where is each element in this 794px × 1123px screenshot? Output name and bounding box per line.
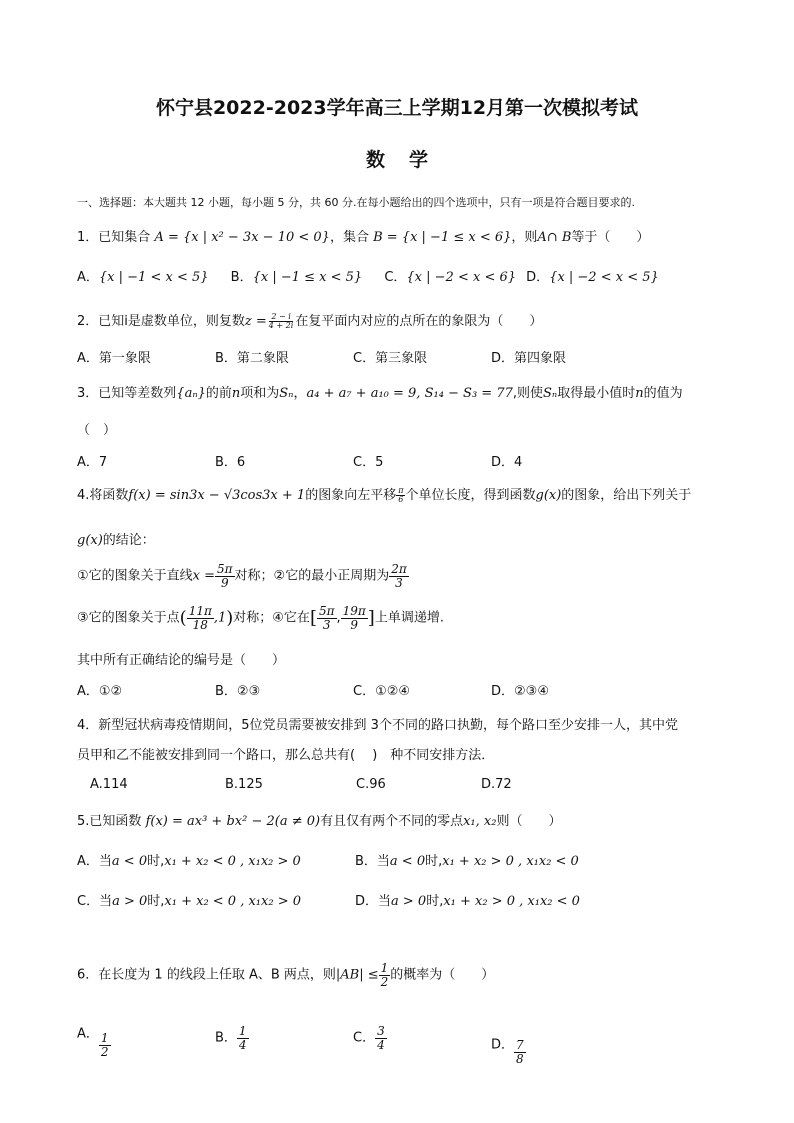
q1-options — [77, 266, 659, 285]
q4a-statement-4b: 上单调递增. — [374, 610, 444, 626]
q4a-statement-1b: 对称；②它的最小正周期为 — [234, 568, 390, 584]
q6-abs: |AB| ≤ — [335, 967, 379, 983]
q6-option-a-den: 2 — [100, 1044, 109, 1059]
q1-option-d: {x | −2 < x < 5} — [549, 270, 659, 285]
q1-text-a: 已知集合 — [98, 230, 151, 245]
q4a-statement-3-fraction — [187, 605, 214, 631]
q6-option-c-num: 3 — [377, 1024, 385, 1038]
q5-option-c-expr: x₁ + x₂ < 0 , x₁x₂ > 0 — [164, 894, 301, 909]
q4a-text-a: 将函数 — [89, 488, 129, 503]
q4b-option-d: D.72 — [481, 777, 512, 792]
q6-option-d — [491, 1025, 526, 1065]
q4a-line-2 — [77, 529, 155, 548]
q4a-s4-num-1: 5π — [318, 604, 335, 618]
q4a-s4-den-2: 9 — [350, 617, 359, 632]
q2-option-a: A．第一象限 — [77, 351, 151, 366]
q1-option-d-label: D． — [526, 270, 550, 285]
q5-option-d-expr: x₁ + x₂ > 0 , x₁x₂ < 0 — [443, 894, 580, 909]
q4a-statement-4-fraction-1 — [317, 605, 337, 631]
q5-option-b-when: 时, — [425, 854, 443, 869]
q5-option-a-when: 时, — [147, 854, 165, 869]
q5-option-a — [77, 850, 301, 869]
q2-option-d: D．第四象限 — [491, 351, 567, 366]
q4a-s3-den: 18 — [192, 617, 208, 632]
q6-text-a: 在长度为 1 的线段上任取 A、B 两点，则 — [98, 967, 336, 983]
q6-option-d-label: D． — [491, 1037, 515, 1053]
q2-frac-num: 2 − i — [271, 311, 291, 321]
q6-frac-num: 1 — [380, 961, 389, 975]
q6-option-c — [353, 1025, 387, 1051]
q4a-statement-3b: 对称；④它在 — [233, 610, 310, 626]
q6-option-a-num: 1 — [100, 1031, 109, 1045]
q4a-text-b: 的图象向左平移 — [305, 488, 397, 503]
q5-option-c-label: C．当 — [77, 894, 113, 909]
q4a-shift-num: π — [398, 485, 404, 495]
q6-number: 6． — [77, 967, 99, 983]
q1-option-c: {x | −2 < x < 6} — [406, 270, 517, 285]
q6-option-c-fraction — [375, 1025, 387, 1051]
q4a-statement-1a: ①它的图象关于直线 — [77, 568, 193, 584]
q6-fraction — [379, 962, 391, 988]
q4a-statement-2-fraction — [389, 563, 409, 589]
q5-option-d-cond: a > 0 — [391, 894, 427, 909]
q1-expr: A∩ B — [537, 230, 572, 245]
q1-option-b-label: B． — [230, 270, 253, 285]
q5-roots: x₁, x₂ — [463, 814, 497, 829]
q2-option-b: B．第二象限 — [215, 351, 289, 366]
q1-set-a: A = {x | x² − 3x − 10 < 0} — [154, 230, 330, 245]
question-6 — [77, 962, 494, 988]
q4a-number: 4. — [77, 488, 90, 503]
q4a-statement-4-fraction-2 — [341, 605, 368, 631]
q1-option-a: {x | −1 < x < 5} — [98, 270, 209, 285]
q6-option-c-den: 4 — [377, 1037, 385, 1052]
q4b-line-1: 4．新型冠状病毒疫情期间，5位党员需要被安排到 3个不同的路口执勤，每个路口至少安排一人，其中党 — [77, 718, 678, 733]
q6-option-b-fraction — [237, 1025, 249, 1051]
q3-condition: a₄ + a₇ + a₁₀ = 9, S₁₄ − S₃ = 77 — [306, 386, 513, 401]
q3-number: 3． — [77, 386, 99, 401]
question-2 — [77, 310, 542, 330]
q5-option-b-label: B．当 — [355, 854, 390, 869]
q3-seq: {aₙ} — [176, 386, 206, 401]
q4a-question: 其中所有正确结论的编号是（ ） — [77, 653, 286, 668]
q3-text-b: 的前 — [205, 386, 232, 401]
q1-option-b: {x | −1 ≤ x < 5} — [252, 270, 363, 285]
q2-option-c: C．第三象限 — [353, 351, 428, 366]
q4a-option-a: A．①② — [77, 684, 123, 699]
q4a-s3-num: 11π — [188, 604, 212, 618]
q3-text-a: 已知等差数列 — [98, 386, 177, 401]
q1-option-c-label: C． — [384, 270, 407, 285]
q3-option-a: A．7 — [77, 455, 108, 470]
q5-option-b-expr: x₁ + x₂ > 0 , x₁x₂ < 0 — [442, 854, 579, 869]
q2-frac-den: 4 + 2i — [268, 321, 294, 330]
q3-text-e: ,则使 — [512, 386, 544, 401]
q4a-statement-3a: ③它的图象关于点 — [77, 610, 180, 626]
q4b-option-b: B.125 — [225, 777, 263, 792]
q4a-text-d: 的图象，给出下列关于 — [561, 488, 692, 503]
q2-number: 2． — [77, 314, 99, 329]
q5-option-a-cond: a < 0 — [111, 854, 148, 869]
q2-fraction — [267, 313, 296, 331]
q4a-statements-1 — [77, 563, 409, 589]
q5-text-b: 有且仅有两个不同的零点 — [320, 814, 464, 829]
q3-option-c: C．5 — [353, 455, 384, 470]
q5-option-b-cond: a < 0 — [389, 854, 426, 869]
q1-text-d: 等于（ ） — [571, 230, 650, 245]
q6-option-d-num: 7 — [516, 1038, 524, 1052]
q5-option-a-expr: x₁ + x₂ < 0 , x₁x₂ > 0 — [164, 854, 301, 869]
q4a-statements-2: ③它的图象关于点( $\frac{11\pi}{18}$ ,1)对称；④它在[ $\frac{5\pi}{3}$ , $\frac{19\pi}{9}$ ]上单调递增. — [77, 604, 444, 632]
q6-frac-den: 2 — [380, 974, 389, 989]
q1-option-a-label: A． — [77, 270, 99, 285]
q4a-s1-num: 5π — [217, 562, 233, 576]
q2-z: z = — [244, 314, 267, 329]
q3-option-d: D．4 — [491, 455, 523, 470]
q4a-function: f(x) = sin3x − √3cos3x + 1 — [128, 488, 306, 503]
q1-number: 1． — [77, 230, 99, 245]
question-5 — [77, 810, 561, 829]
q4a-text-e: 的结论： — [102, 533, 155, 548]
q4b-option-a: A.114 — [90, 777, 128, 792]
q3-text-c: 项和为 — [240, 386, 280, 401]
q1-set-b: B = {x | −1 ≤ x < 6} — [373, 230, 512, 245]
q4b-line-2: 员甲和乙不能被安排到同一个路口，那么总共有( ) 种不同安排方法． — [77, 748, 495, 763]
q5-number: 5. — [77, 814, 90, 829]
q6-text-b: 的概率为（ ） — [390, 967, 495, 983]
q6-option-c-label: C． — [353, 1030, 376, 1046]
q6-option-b — [215, 1025, 249, 1051]
q5-option-d — [355, 890, 580, 909]
q4a-option-c: C．①②④ — [353, 684, 411, 699]
q5-option-c-cond: a > 0 — [112, 894, 148, 909]
q5-option-c — [77, 890, 301, 909]
subject-title: 数学 — [365, 149, 452, 171]
q5-text-a: 已知函数 — [89, 814, 142, 829]
q4a-option-d: D．②③④ — [491, 684, 549, 699]
q4a-statement-3-y: ,1 — [213, 610, 227, 626]
q5-option-d-label: D．当 — [355, 894, 392, 909]
q3-text-g: 的值为 — [643, 386, 683, 401]
q3-text-f: 取得最小值时 — [557, 386, 636, 401]
q5-text-c: 则（ ） — [496, 814, 562, 829]
exam-title: 怀宁县2022-2023学年高三上学期12月第一次模拟考试 — [155, 97, 639, 119]
q3-text-d: ， — [293, 386, 307, 401]
q5-option-d-when: 时, — [426, 894, 444, 909]
q6-option-a — [77, 1010, 111, 1058]
q4b-option-c: C.96 — [356, 777, 386, 792]
q6-option-b-den: 4 — [238, 1037, 247, 1052]
q5-option-a-label: A．当 — [77, 854, 112, 869]
q6-option-b-num: 1 — [238, 1024, 247, 1038]
q6-option-b-label: B． — [215, 1030, 237, 1046]
q3-n-2: n — [635, 386, 644, 401]
q6-option-d-fraction — [514, 1039, 526, 1065]
section-heading: 一、选择题：本大题共 12 小题，每小题 5 分，共 60 分.在每小题给出的四个选项中，只有一项是符合题目要求的. — [77, 196, 635, 209]
q4a-s4-den-1: 3 — [322, 617, 331, 632]
q4a-shift-den: 6 — [398, 495, 404, 504]
q4a-s2-den: 3 — [395, 575, 403, 590]
q1-text-c: ，则 — [511, 230, 538, 245]
q4a-s2-num: 2π — [391, 562, 407, 576]
question-1 — [77, 226, 649, 245]
q6-option-a-fraction — [99, 1032, 111, 1058]
q4a-g-2: g(x) — [77, 533, 103, 548]
q3-sn-2: Sₙ — [543, 386, 558, 401]
q5-function: f(x) = ax³ + bx² − 2(a ≠ 0) — [145, 814, 321, 829]
q3-answer-blank: （ ） — [77, 423, 117, 438]
q4a-statement-1-fraction — [215, 563, 235, 589]
q1-text-b: ，集合 — [329, 230, 369, 245]
q2-text-b: 在复平面内对应的点所在的象限为（ ） — [295, 314, 543, 329]
q3-sn: Sₙ — [279, 386, 294, 401]
q4a-s4-num-2: 19π — [342, 604, 366, 618]
q4a-statement-1-x: x = — [192, 568, 216, 584]
q4a-text-c: 个单位长度，得到函数 — [405, 488, 536, 503]
q3-n: n — [231, 386, 241, 401]
q4a-option-b: B．②③ — [215, 684, 261, 699]
question-3 — [77, 382, 683, 401]
question-4a — [77, 484, 691, 504]
q5-option-b — [355, 850, 579, 869]
q4a-g: g(x) — [535, 488, 562, 503]
q5-option-c-when: 时, — [147, 894, 165, 909]
q3-option-b: B．6 — [215, 455, 246, 470]
q2-text-a: 已知i是虚数单位，则复数 — [98, 314, 245, 329]
q4a-s1-den: 9 — [220, 575, 229, 590]
q6-option-d-den: 8 — [516, 1051, 524, 1066]
q6-option-a-label: A． — [77, 1026, 99, 1042]
